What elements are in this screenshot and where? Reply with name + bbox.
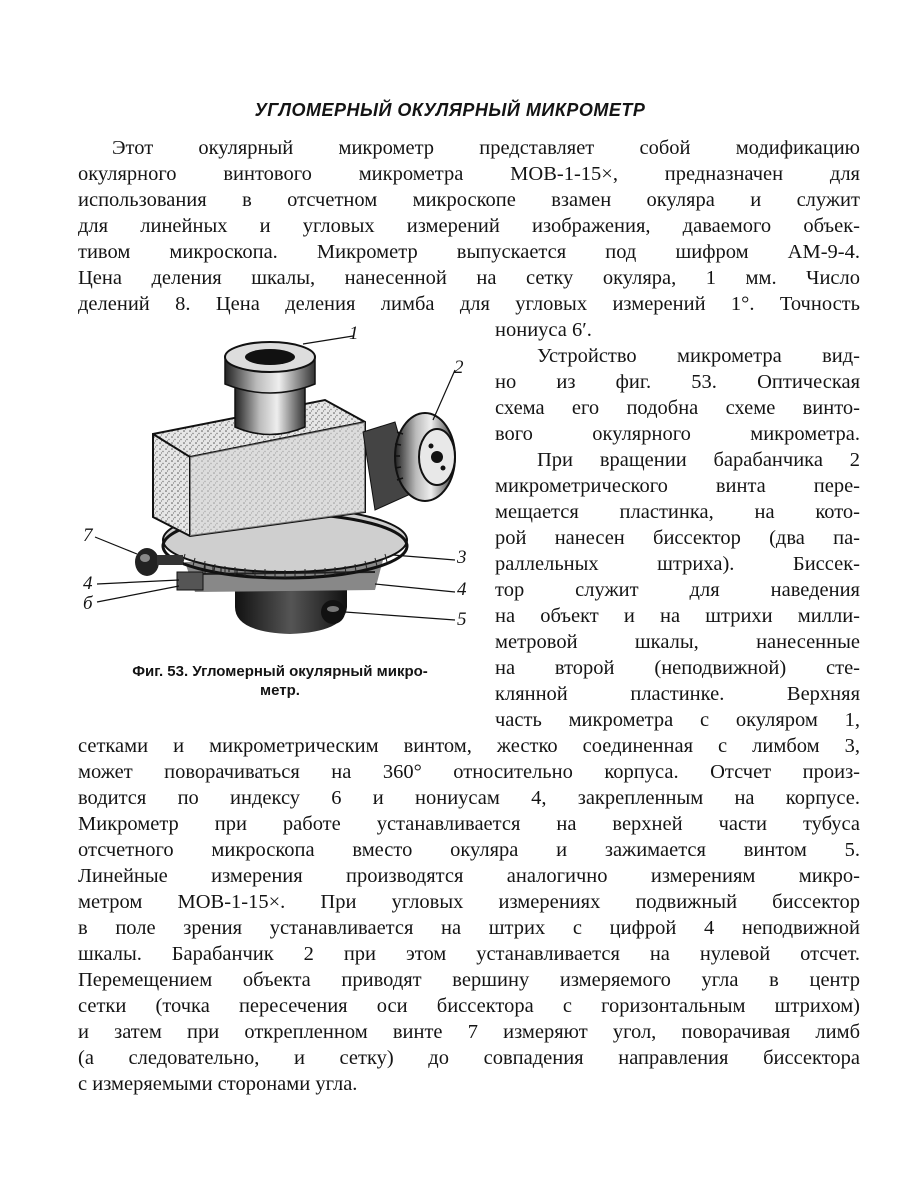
paragraph3-line-14: с измеряемыми сторонами угла.: [78, 1073, 358, 1095]
paragraph3-line-10: Перемещением объекта приводят вершину измеряемого угла в центр: [78, 969, 860, 991]
paragraph3-col-line-1: При вращении барабанчика 2: [537, 449, 860, 471]
figure-callout-6: б: [83, 593, 93, 614]
paragraph3-line-2: может поворачиваться на 360° относительно корпуса. Отсчет произ-: [78, 761, 860, 783]
figure-callout-4-right: 4: [457, 579, 467, 600]
paragraph1-line-1: Этот окулярный микрометр представляет собой модификацию: [112, 137, 860, 159]
figure-53: [75, 322, 485, 652]
paragraph2-line-2: но из фиг. 53. Оптическая: [495, 371, 860, 393]
paragraph2-line-1: Устройство микрометра вид-: [537, 345, 860, 367]
paragraph3-col-line-9: на второй (неподвижной) сте-: [495, 657, 860, 679]
paragraph3-col-line-10: клянной пластинке. Верхняя: [495, 683, 860, 705]
figure-callout-4-left: 4: [83, 573, 93, 594]
figure-callout-2: 2: [454, 357, 464, 378]
paragraph1-line-2: окулярного винтового микрометра МОВ-1-15×, предназначен для: [78, 163, 860, 185]
paragraph3-line-12: и затем при открепленном винте 7 измеряют угол, поворачивая лимб: [78, 1021, 860, 1043]
figure-callout-1: 1: [349, 323, 359, 344]
figure-caption: [80, 662, 480, 700]
paragraph3-col-line-3: мещается пластинка, на кото-: [495, 501, 860, 523]
paragraph3-line-9: шкалы. Барабанчик 2 при этом устанавливается на нулевой отсчет.: [78, 943, 860, 965]
paragraph3-line-3: водится по индексу 6 и нониусам 4, закрепленным на корпусе.: [78, 787, 860, 809]
paragraph3-line-11: сетки (точка пересечения оси биссектора с горизонтальным штрихом): [78, 995, 860, 1017]
paragraph3-line-8: в поле зрения устанавливается на штрих с цифрой 4 неподвижной: [78, 917, 860, 939]
paragraph3-line-6: Линейные измерения производятся аналогично измерениям микро-: [78, 865, 860, 887]
figure-callout-7: 7: [83, 525, 93, 546]
paragraph3-line-5: отсчетного микроскопа вместо окуляра и зажимается винтом 5.: [78, 839, 860, 861]
paragraph3-col-line-4: рой нанесен биссектор (два па-: [495, 527, 860, 549]
paragraph3-line-4: Микрометр при работе устанавливается на верхней части тубуса: [78, 813, 860, 835]
figure-caption-line-1: Фиг. 53. Угломерный окулярный микро-: [132, 663, 428, 680]
paragraph2-line-3: схема его подобна схеме винто-: [495, 397, 860, 419]
paragraph1-line-6: Цена деления шкалы, нанесенной на сетку окуляра, 1 мм. Число: [78, 267, 860, 289]
paragraph3-line-1: сетками и микрометрическим винтом, жестко соединенная с лимбом 3,: [78, 735, 860, 757]
paragraph3-col-line-6: тор служит для наведения: [495, 579, 860, 601]
paragraph3-col-line-11: часть микрометра с окуляром 1,: [495, 709, 860, 731]
figure-caption-line-2: метр.: [260, 682, 300, 699]
paragraph1-line-4: для линейных и угловых измерений изображения, даваемого объек-: [78, 215, 860, 237]
paragraph3-line-13: (а следовательно, и сетку) до совпадения направления биссектора: [78, 1047, 860, 1069]
paragraph3-col-line-2: микрометрического винта пере-: [495, 475, 860, 497]
micrometer-illustration: [75, 322, 485, 652]
figure-callout-5: 5: [457, 609, 467, 630]
paragraph2-line-4: вого окулярного микрометра.: [495, 423, 860, 445]
paragraph3-col-line-7: на объект и на штрихи милли-: [495, 605, 860, 627]
paragraph3-col-line-8: метровой шкалы, нанесенные: [495, 631, 860, 653]
paragraph1-line-7: делений 8. Цена деления лимба для угловых измерений 1°. Точность: [78, 293, 860, 315]
page-title: УГЛОМЕРНЫЙ ОКУЛЯРНЫЙ МИКРОМЕТР: [254, 100, 646, 120]
paragraph1-line-3: использования в отсчетном микроскопе взамен окуляра и служит: [78, 189, 860, 211]
paragraph3-line-7: метром МОВ-1-15×. При угловых измерениях подвижный биссектор: [78, 891, 860, 913]
paragraph1-line-5: тивом микроскопа. Микрометр выпускается под шифром АМ-9-4.: [78, 241, 860, 263]
paragraph1-line-8: нониуса 6′.: [495, 319, 592, 341]
paragraph3-col-line-5: раллельных штриха). Биссек-: [495, 553, 860, 575]
figure-callout-3: 3: [457, 547, 467, 568]
